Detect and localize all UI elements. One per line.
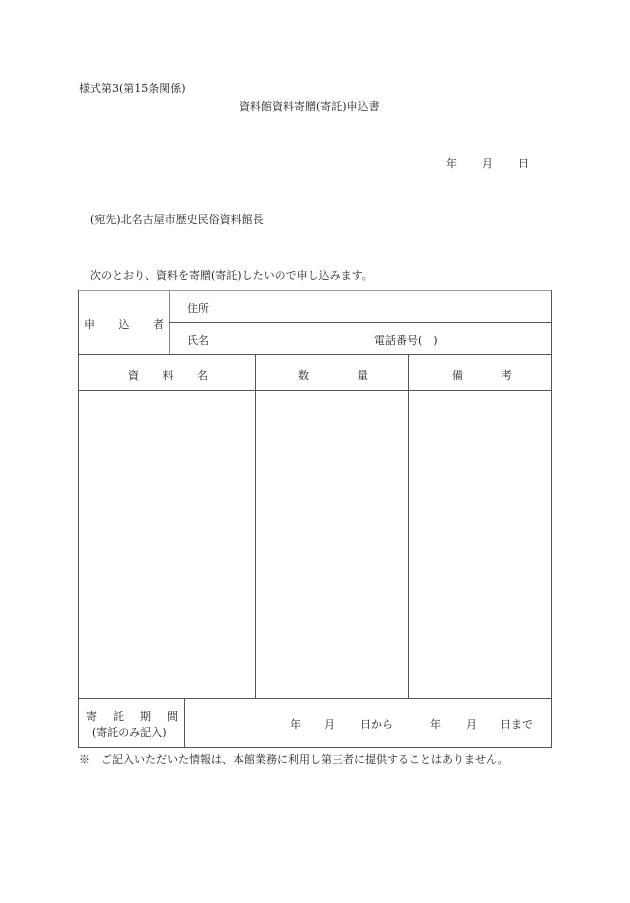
deposit-from-year: 年: [290, 718, 301, 731]
addressee: (宛先)北名古屋市歴史民俗資料館長: [90, 213, 264, 226]
submission-date: [446, 155, 529, 171]
quantity-entry-area[interactable]: [256, 391, 408, 698]
deposit-from-day: 日から: [360, 718, 393, 731]
deposit-to-year: 年: [430, 718, 441, 731]
name-label: 氏名: [187, 334, 209, 347]
item-name-entry-area[interactable]: [79, 391, 255, 698]
deposit-row-top: [78, 698, 552, 699]
address-field[interactable]: [215, 294, 545, 320]
table-border-bottom: [78, 747, 552, 748]
deposit-to-day: 日まで: [500, 718, 533, 731]
deposit-period-sublabel: (寄託のみ記入): [92, 726, 167, 739]
phone-label: 電話番号( ): [374, 334, 438, 347]
table-border-right: [551, 290, 552, 748]
privacy-footnote: ※ ご記入いただいた情報は、本館業務に利用し第三者に提供することはありません。: [79, 753, 509, 766]
address-name-divider: [169, 322, 552, 323]
column-header-item-name: 資 料 名: [128, 369, 208, 382]
intro-text: 次のとおり、資料を寄贈(寄託)したいので申し込みます。: [90, 269, 373, 282]
remarks-entry-area[interactable]: [409, 391, 551, 698]
applicant-label: 申 込 者: [84, 318, 164, 331]
table-border-top: [78, 290, 552, 291]
address-label: 住所: [187, 302, 209, 315]
deposit-period-label: 寄 託 期 間: [86, 710, 178, 723]
date-year-label: 年: [446, 157, 457, 170]
deposit-divider: [184, 698, 185, 748]
form-number: 様式第3(第15条関係): [79, 82, 186, 95]
name-field[interactable]: [215, 326, 365, 352]
deposit-from-month: 月: [324, 718, 335, 731]
column-header-remarks: 備 考: [452, 369, 512, 382]
document-title: 資料館資料寄贈(寄託)申込書: [239, 100, 380, 113]
date-day-label: 日: [518, 157, 529, 170]
date-month-label: 月: [482, 157, 493, 170]
applicant-bottom: [78, 354, 552, 355]
deposit-to-month: 月: [466, 718, 477, 731]
column-header-quantity: 数 量: [298, 369, 368, 382]
